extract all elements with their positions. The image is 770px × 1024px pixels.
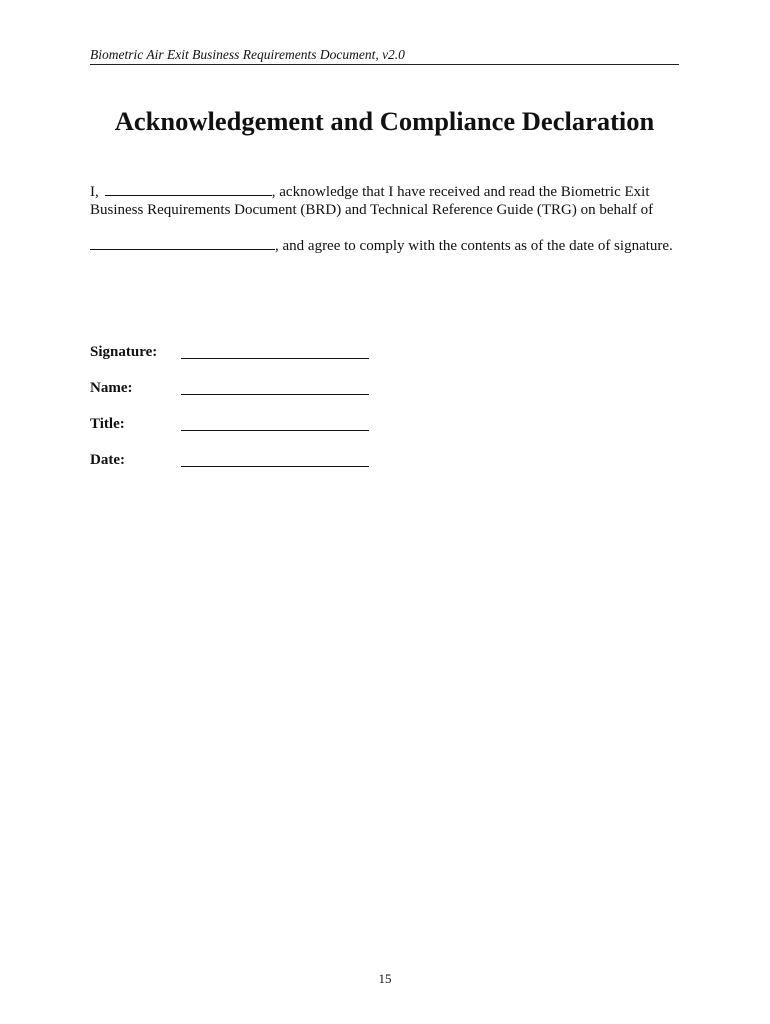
- declaration-acknowledge-text: , acknowledge that I have received and read the Biometric Exit: [271, 184, 650, 200]
- title-row: [90, 415, 390, 437]
- declaration-line-2: [90, 201, 653, 220]
- running-header-text: Biometric Air Exit Business Requirements Document, v2.0: [90, 47, 405, 62]
- declaration-documents-text: Business Requirements Document (BRD) and Technical Reference Guide (TRG) on behalf of: [90, 202, 654, 218]
- running-header: [90, 47, 679, 65]
- declaration-prefix: I,: [90, 184, 99, 200]
- signature-label: Signature:: [90, 344, 158, 360]
- title-line: [181, 430, 369, 431]
- date-line: [181, 466, 369, 467]
- signature-row: [90, 343, 390, 365]
- declaration-line-3: [90, 236, 673, 256]
- name-row: [90, 379, 390, 401]
- declaration-agree-text: , and agree to comply with the contents as of the date of signature.: [275, 238, 673, 254]
- signature-blank-line: [181, 358, 369, 359]
- page-title: Acknowledgement and Compliance Declaration: [114, 106, 655, 136]
- name-line: [181, 394, 369, 395]
- name-blank-line: [105, 182, 272, 196]
- page-number: 15: [378, 971, 392, 986]
- organization-blank-line: [90, 236, 275, 250]
- title-label: Title:: [90, 416, 125, 432]
- declaration-line-1: [90, 182, 650, 202]
- name-label: Name:: [90, 380, 133, 396]
- date-label: Date:: [90, 452, 125, 468]
- date-row: [90, 451, 390, 473]
